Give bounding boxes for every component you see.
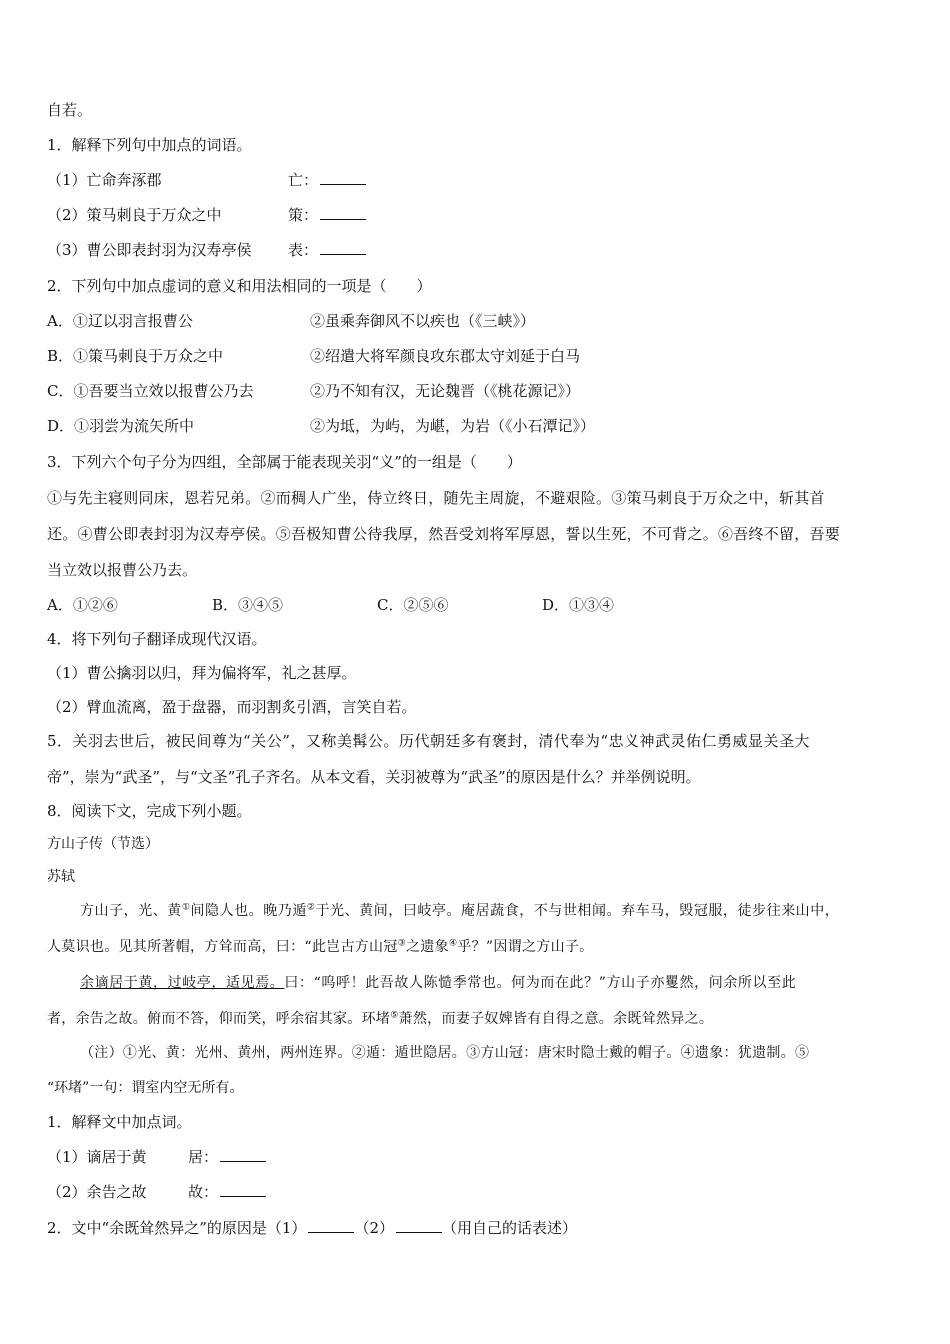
q2-option-d-2: ②为坻，为屿，为嵁，为岩（《小石潭记》） — [310, 417, 596, 435]
q1-item-1-answer: 亡： — [288, 170, 366, 190]
q4-item-1: （1）曹公擒羽以归，拜为偏将军，礼之甚厚。 — [47, 664, 357, 682]
q5-line-2: 帝”，崇为“武圣”，与“文圣”孔子齐名。从本文看，关羽被尊为“武圣”的原因是什么？并举例说明。 — [47, 768, 701, 786]
q4-stem: 4．将下列句子翻译成现代汉语。 — [47, 630, 267, 648]
q3-stem: 3．下列六个句子分为四组，全部属于能表现关羽“义”的一组是（ ） — [47, 453, 522, 471]
q3-sentences-line-1: ①与先主寝则同床，恩若兄弟。②而稠人广坐，侍立终日，随先主周旋，不避艰险。③策马刺良于万众之中，斩其首 — [47, 489, 825, 507]
q2-option-a-2: ②虽乘奔御风不以疾也（《三峡》） — [310, 312, 536, 330]
passage-title: 方山子传（节选） — [47, 836, 159, 852]
p2-q2: 2．文中“余既耸然异之”的原因是（1） （2） （用自己的话表述） — [47, 1219, 577, 1237]
passage-para-1-line-2: 人莫识也。见其所著帽，方耸而高，曰：“此岂古方山冠③之遗象④乎？”因谓之方山子。 — [47, 938, 594, 955]
q2-option-a-1: A．①辽以羽言报曹公 — [47, 312, 193, 330]
q2-option-d-1: D．①羽尝为流矢所中 — [47, 417, 195, 435]
q2-option-b-1: B．①策马刺良于万众之中 — [47, 347, 224, 365]
p2-q1-item-2-answer: 故： — [188, 1182, 266, 1202]
q1-stem: 1．解释下列句中加点的词语。 — [47, 136, 252, 154]
q3-option-d: D．①③④ — [542, 596, 615, 614]
q1-item-3-answer: 表： — [288, 240, 366, 260]
p2-q1-item-1: （1）谪居于黄 — [47, 1148, 147, 1166]
passage-notes-line-2: “环堵”一句：谓室内空无所有。 — [47, 1080, 244, 1096]
q3-option-c: C．②⑤⑥ — [377, 596, 449, 614]
p2-q1-item-2: （2）余告之故 — [47, 1183, 147, 1201]
answer-blank[interactable] — [308, 1218, 354, 1233]
answer-blank[interactable] — [396, 1218, 442, 1233]
answer-blank[interactable] — [320, 240, 366, 255]
q3-sentences-line-3: 当立效以报曹公乃去。 — [47, 561, 198, 579]
q4-item-2: （2）臂血流离，盈于盘器，而羽割炙引酒，言笑自若。 — [47, 698, 417, 716]
q1-item-1: （1）亡命奔涿郡 — [47, 171, 162, 189]
p2-q1-stem: 1．解释文中加点词。 — [47, 1113, 192, 1131]
q2-option-c-1: C．①吾要当立效以报曹公乃去 — [47, 382, 254, 400]
passage-para-2-line-2: 者，余告之故。俯而不答，仰而笑，呼余宿其家。环堵⑤萧然，而妻子奴婢皆有自得之意。余既耸然异之。 — [47, 1010, 714, 1027]
intro-tail: 自若。 — [47, 101, 93, 119]
q2-stem: 2．下列句中加点虚词的意义和用法相同的一项是（ ） — [47, 277, 432, 295]
underlined-sentence: 余谪居于黄，过岐亭，适见焉。 — [80, 975, 285, 991]
q3-sentences-line-2: 还。④曹公即表封羽为汉寿亭侯。⑤吾极知曹公待我厚，然吾受刘将军厚恩，誓以生死，不可背之。⑥吾终不留，吾要 — [47, 525, 841, 543]
q1-item-2-answer: 策： — [288, 205, 366, 225]
passage-author: 苏轼 — [47, 869, 75, 885]
answer-blank[interactable] — [320, 205, 366, 220]
q3-option-b: B．③④⑤ — [212, 596, 284, 614]
answer-blank[interactable] — [220, 1182, 266, 1197]
q1-item-2: （2）策马刺良于万众之中 — [47, 206, 222, 224]
passage-notes-line-1: （注）①光、黄：光州、黄州，两州连界。②遁：遁世隐居。③方山冠：唐宋时隐士戴的帽子。④遗象：犹遗制。⑤ — [80, 1045, 810, 1061]
answer-blank[interactable] — [220, 1147, 266, 1162]
q2-option-c-2: ②乃不知有汉，无论魏晋（《桃花源记》） — [310, 382, 581, 400]
section-8-heading: 8．阅读下文，完成下列小题。 — [47, 802, 252, 820]
p2-q1-item-1-answer: 居： — [188, 1147, 266, 1167]
q5-line-1: 5．关羽去世后，被民间尊为“关公”，又称美髯公。历代朝廷多有褒封，清代奉为“忠义神武灵佑仁勇威显关圣大 — [47, 732, 811, 750]
q3-option-a: A．①②⑥ — [47, 596, 118, 614]
q1-item-3: （3）曹公即表封羽为汉寿亭侯 — [47, 241, 252, 259]
passage-para-1-line-1: 方山子，光、黄①间隐人也。晚乃遁②于光、黄间，曰岐亭。庵居蔬食，不与世相闻。弃车马，毁冠服，徒步往来山中， — [80, 902, 840, 919]
passage-para-2-line-1: 余谪居于黄，过岐亭，适见焉。曰：“呜呼！此吾故人陈慥季常也。何为而在此？”方山子亦矍然，问余所以至此 — [80, 975, 797, 991]
q2-option-b-2: ②绍遣大将军颜良攻东郡太守刘延于白马 — [310, 347, 581, 365]
answer-blank[interactable] — [320, 170, 366, 185]
